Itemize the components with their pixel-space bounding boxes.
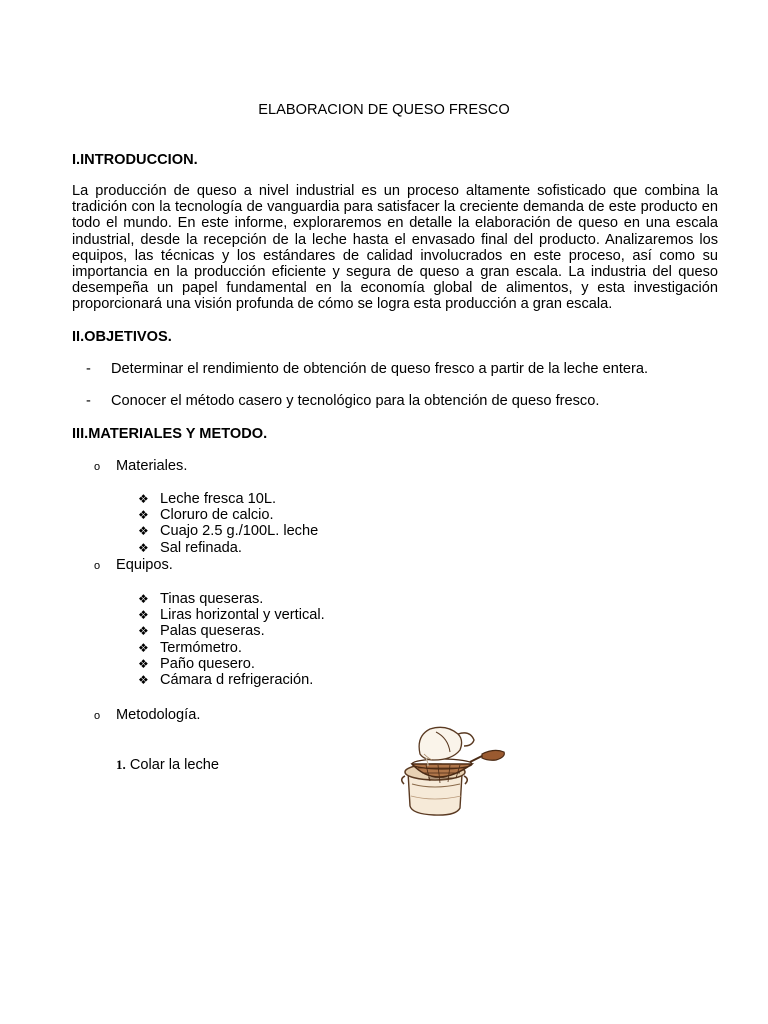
objective-text: Determinar el rendimiento de obtención de queso fresco a partir de la leche entera. bbox=[111, 361, 649, 377]
pot-with-strainer-icon bbox=[398, 724, 510, 824]
diamond-bullet-icon: ❖ bbox=[138, 540, 149, 555]
metodologia-label-text: Metodología. bbox=[116, 707, 201, 723]
materiales-list bbox=[138, 491, 318, 556]
diamond-bullet-icon: ❖ bbox=[138, 492, 149, 506]
equipos-list bbox=[138, 591, 325, 688]
intro-heading: I.INTRODUCCION. bbox=[72, 152, 198, 168]
objective-text: Conocer el método casero y tecnológico para la obtención de queso fresco. bbox=[111, 393, 600, 409]
dash-bullet: - bbox=[86, 361, 91, 377]
list-item-text: Termómetro. bbox=[160, 639, 242, 656]
list-item bbox=[138, 591, 325, 607]
step-text: Colar la leche bbox=[129, 757, 220, 773]
list-item-text: Tinas queseras. bbox=[160, 591, 264, 607]
list-item bbox=[138, 607, 325, 623]
step-number: 1. bbox=[116, 757, 126, 772]
materiales-label bbox=[94, 458, 187, 475]
list-item-text: Liras horizontal y vertical. bbox=[160, 607, 325, 624]
circle-bullet: o bbox=[94, 461, 101, 473]
objective-item bbox=[86, 361, 648, 377]
diamond-bullet-icon: ❖ bbox=[138, 592, 149, 606]
diamond-bullet-icon: ❖ bbox=[138, 508, 149, 523]
materials-heading: III.MATERIALES Y METODO. bbox=[72, 426, 268, 442]
objective-item bbox=[86, 393, 599, 409]
list-item-text: Leche fresca 10L. bbox=[160, 491, 277, 507]
circle-bullet: o bbox=[94, 710, 101, 722]
method-step bbox=[116, 757, 219, 773]
equipos-label-text: Equipos. bbox=[116, 557, 173, 573]
list-item-text: Cloruro de calcio. bbox=[160, 507, 274, 524]
list-item-text: Palas queseras. bbox=[160, 623, 265, 640]
list-item bbox=[138, 491, 318, 507]
list-item-text: Sal refinada. bbox=[160, 539, 242, 556]
list-item-text: Cámara d refrigeración. bbox=[160, 671, 314, 688]
materiales-label-text: Materiales. bbox=[116, 458, 188, 474]
dash-bullet: - bbox=[86, 393, 91, 409]
list-item bbox=[138, 656, 325, 672]
intro-paragraph: La producción de queso a nivel industrial es un proceso altamente sofisticado que combina la tradición con la tecnología de vanguardia para satisfacer la creciente demanda de este producto en todo el mundo. En este informe, exploraremos en detalle la elaboración de queso en una escala industrial, desde la recepción de la leche hasta el envasado final del producto. Analizaremos los equipos, las técnicas y los estándares de calidad involucrados en este proceso, así como su importancia en la producción eficiente y segura de queso a gran escala. La industria del queso desempeña un papel fundamental en la economía global de alimentos, y esta investigación proporcionará una visión profunda de cómo se logra esta producción a gran escala. bbox=[72, 183, 718, 313]
circle-bullet: o bbox=[94, 560, 101, 572]
diamond-bullet-icon: ❖ bbox=[138, 640, 149, 655]
list-item bbox=[138, 640, 325, 656]
list-item bbox=[138, 540, 318, 556]
diamond-bullet-icon: ❖ bbox=[138, 624, 149, 639]
list-item bbox=[138, 523, 318, 539]
equipos-label bbox=[94, 557, 173, 574]
diamond-bullet-icon: ❖ bbox=[138, 672, 149, 687]
diamond-bullet-icon: ❖ bbox=[138, 524, 149, 539]
list-item bbox=[138, 623, 325, 639]
objectives-heading: II.OBJETIVOS. bbox=[72, 329, 172, 345]
diamond-bullet-icon: ❖ bbox=[138, 656, 149, 671]
list-item-text: Cuajo 2.5 g./100L. leche bbox=[160, 523, 319, 540]
list-item bbox=[138, 672, 325, 688]
metodologia-label bbox=[94, 707, 200, 724]
list-item bbox=[138, 507, 318, 523]
list-item-text: Paño quesero. bbox=[160, 655, 255, 672]
diamond-bullet-icon: ❖ bbox=[138, 608, 149, 623]
document-title: ELABORACION DE QUESO FRESCO bbox=[258, 102, 510, 118]
